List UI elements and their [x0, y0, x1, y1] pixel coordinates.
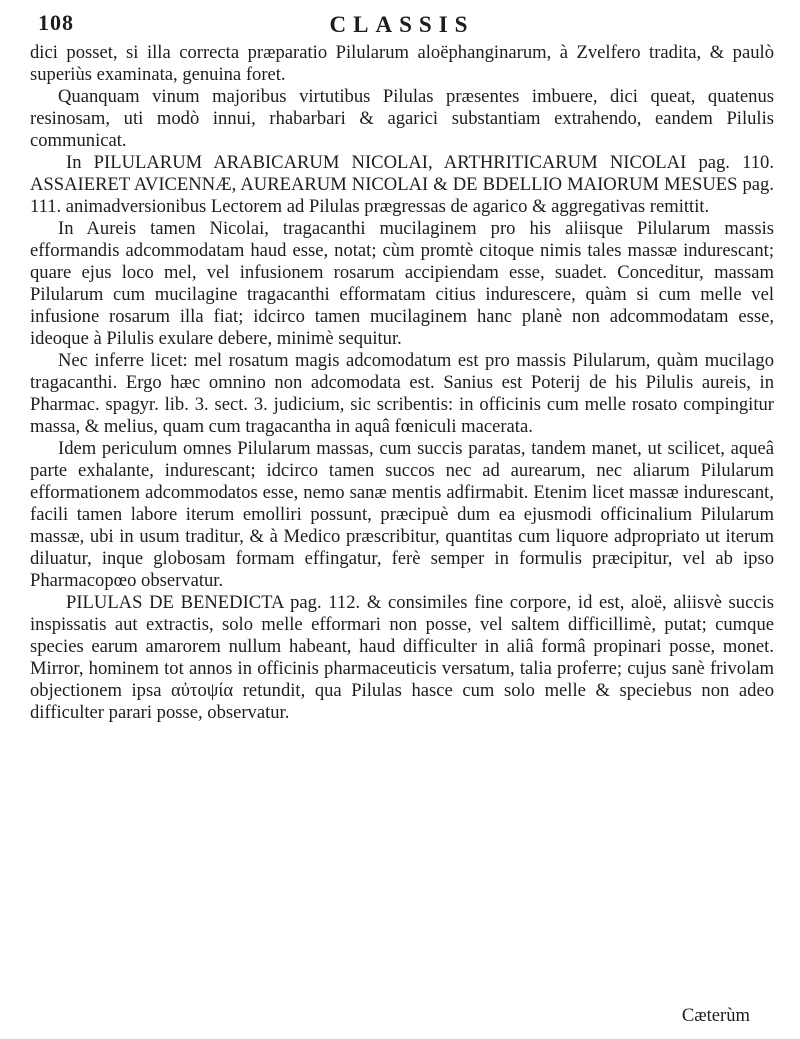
- catchword: Cæterùm: [681, 1005, 750, 1026]
- body-text: [30, 42, 774, 724]
- paragraph-vinum: Quanquam vinum majoribus virtutibus Pilulas præsentes imbuere, dici queat, quatenus resinosam, uti modò innui, rhabarbari & agarici substantiam extrahendo, eandem Pilulis communicat.: [30, 86, 774, 151]
- paragraph-aureis-nicolai: In Aureis tamen Nicolai, tragacanthi mucilaginem pro his aliisque Pilularum massis efformandis adcommodatam haud esse, notat; cùm promtè citoque nimis tales massæ indurescant; quare ejus loco mel, vel infusionem rosarum accipiendam esse, suadet. Conceditur, massam Pilularum cum mucilagine tragacanthi efformatam citius indurescere, quàm si cum melle vel infusione rosarum illa fiat; idcirco tamen mucilaginem hanc planè non adcommodatam esse, ideoque à Pilulis exulare debere, minimè sequitur.: [30, 218, 774, 349]
- page-header: [32, 10, 772, 40]
- paragraph-pilulas-de-benedicta: PILULAS DE BENEDICTA pag. 112. & consimiles fine corpore, id est, aloë, aliisvè succis inspissatis aut extractis, solo melle efformari non posse, vel saltem difficillimè, putat; cumque species earum amarorem nullum habeant, haud difficulter in aliâ formâ propinari posse, monet. Mirror, hominem tot annos in officinis pharmaceuticis versatum, talia proferre; cujus sanè frivolam objectionem ipsa αὐτοψία retundit, qua Pilulas hasce cum solo melle & speciebus non adeo difficulter parari posse, observatur.: [30, 592, 774, 723]
- paragraph-idem-periculum: Idem periculum omnes Pilularum massas, cum succis paratas, tandem manet, ut scilicet, aqueâ parte exhalante, indurescant; idcirco tamen succos nec ad aurearum, nec aliarum Pilularum efformationem adcommodatos esse, nemo sanæ mentis adfirmabit. Etenim licet massæ indurescant, facili tamen labore iterum emolliri possunt, præcipuè dum ea ejusmodi officinalium Pilularum massæ, ubi in usum traditur, & à Medico præscribitur, quantitas cum liquore adpropriato ut iterum diluatur, inque globosam formam effingatur, ferè semper in formulis præcipitur, vel ab ipso Pharmacopœo observatur.: [30, 438, 774, 591]
- paragraph-continuation: dici posset, si illa correcta præparatio Pilularum aloëphanginarum, à Zvelfero tradita, & paulò superiùs examinata, genuina foret.: [30, 42, 774, 85]
- paragraph-mel-rosatum: Nec inferre licet: mel rosatum magis adcomodatum est pro massis Pilularum, quàm mucilago tragacanthi. Ergo hæc omnino non adcomodata est. Sanius est Poterij de his Pilulis aureis, in Pharmac. spagyr. lib. 3. sect. 3. judicium, sic scribentis: in officinis cum melle rosato compingitur massa, & melius, quam cum tragacantha in aquâ fœniculi macerata.: [30, 350, 774, 437]
- running-title: CLASSIS: [329, 12, 475, 37]
- paragraph-pilularum-arabicarum: In PILULARUM ARABICARUM NICOLAI, ARTHRITICARUM NICOLAI pag. 110. ASSAIERET AVICENNÆ, AUREARUM NICOLAI & DE BDELLIO MAIORUM MESUES pag. 111. animadversionibus Lectorem ad Pilulas prægressas de agarico & aggregativas remittit.: [30, 152, 774, 217]
- page-number: 108: [38, 10, 74, 35]
